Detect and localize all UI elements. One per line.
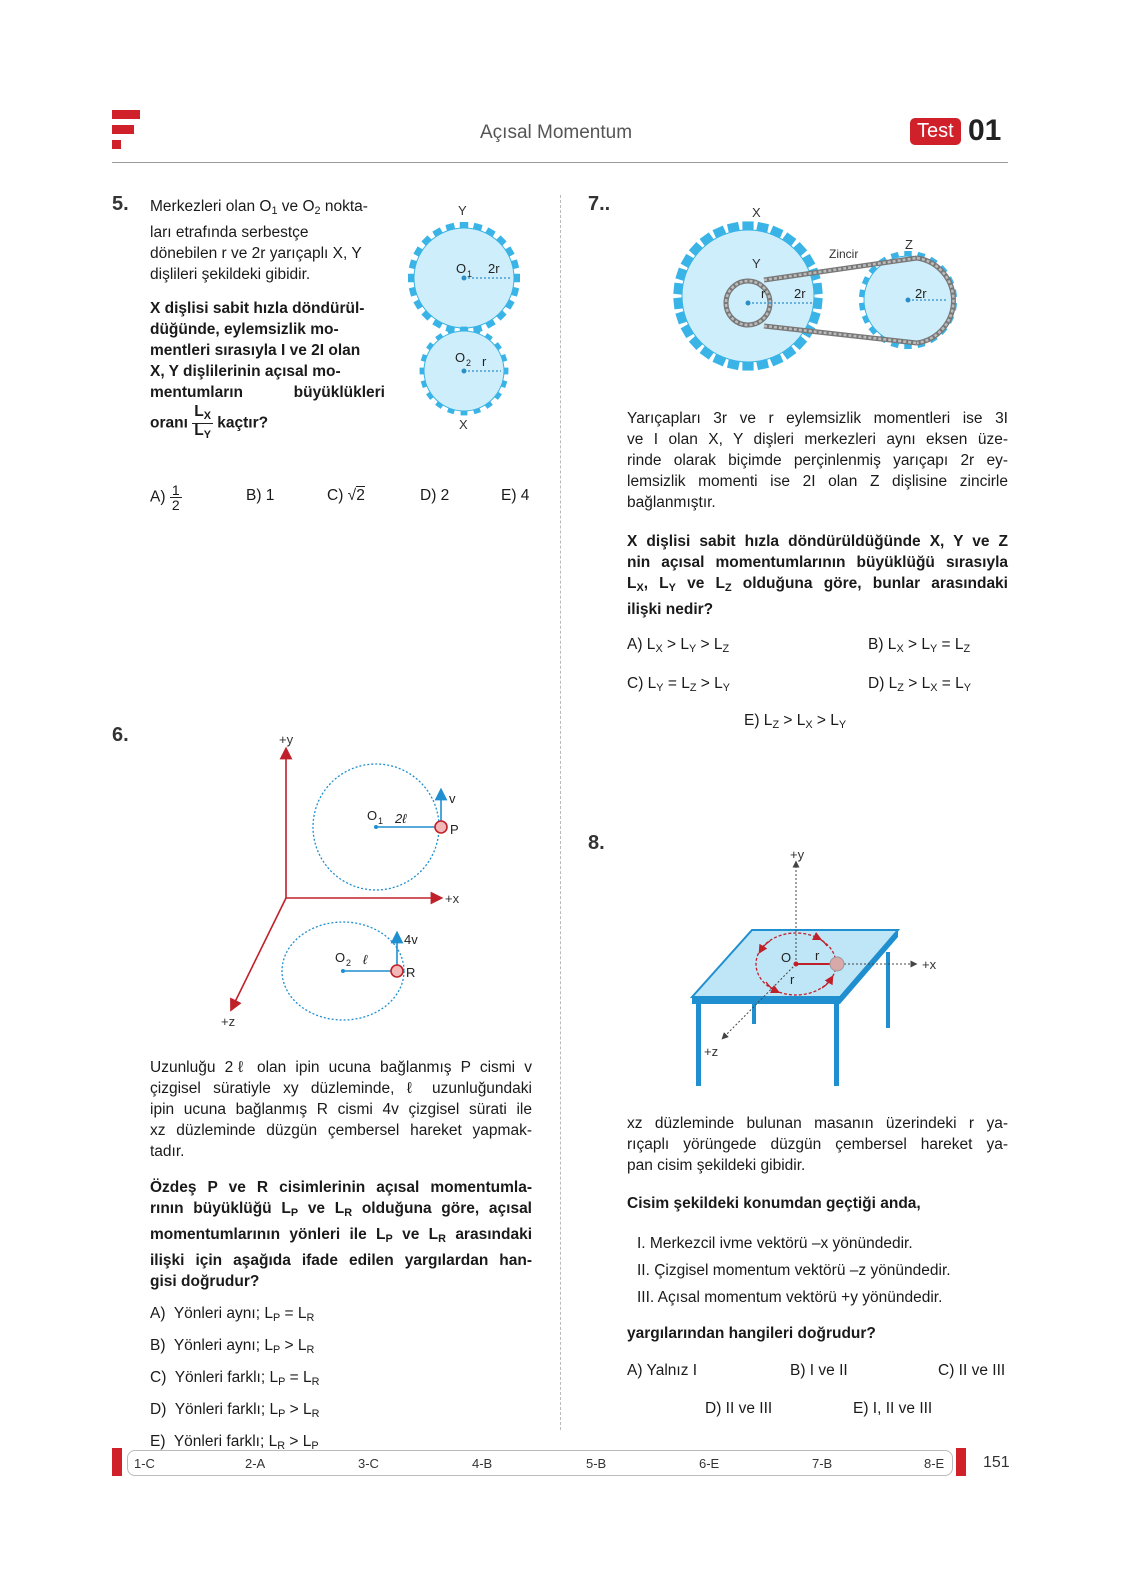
question-7-stem: X dişlisi sabit hızla döndürüldüğünde X, Y ve Z nin açısal momentumlarının büyüklüğü sırasıyla $L_X$, $L_Y$ ve $L_Z$ olduğuna göre, bunlar arasındaki ilişki nedir? <box>627 533 1008 618</box>
q5-option-c[interactable]: C) √2 <box>327 487 365 504</box>
question-6-stem: Özdeş P ve R cisimlerinin açısal momentumla- rının büyüklüğü $L_P$ ve $L_R$ olduğuna göre, açısal momentumlarının yönleri ile $L_P$ ve $L_R$ arasındaki ilişki için aşağıda ifade edilen yargılardan han- gisi doğrudur? <box>150 1179 532 1290</box>
svg-text:Zincir: Zincir <box>829 247 859 261</box>
q6-option-c[interactable]: C) Yönleri farklı; $L_P = L_R$ <box>150 1369 320 1388</box>
header-divider <box>112 162 1008 163</box>
answer-3: 3-C <box>358 1456 379 1471</box>
answer-2: 2-A <box>245 1456 266 1471</box>
answer-7: 7-B <box>812 1456 833 1471</box>
question-5-gear-figure <box>398 195 538 440</box>
svg-text:O: O <box>456 261 467 276</box>
svg-text:r: r <box>482 354 487 369</box>
test-badge: Test <box>910 118 961 145</box>
q8-option-a[interactable]: A) Yalnız I <box>627 1362 698 1379</box>
q6-option-e[interactable]: E) Yönleri farklı; $L_R > L_P$ <box>150 1433 319 1452</box>
test-number: 01 <box>968 114 1002 147</box>
svg-text:O: O <box>367 808 378 823</box>
q5-option-d[interactable]: D) 2 <box>420 487 450 504</box>
answer-1: 1-C <box>134 1456 155 1471</box>
question-8-question: yargılarından hangileri doğrudur? <box>627 1325 876 1342</box>
svg-text:4v: 4v <box>404 932 418 947</box>
question-7-paragraph: Yarıçapları 3r ve r eylemsizlik momentleri ise 3I ve I olan X, Y dişleri merkezleri aynı eksen üze- rinde olarak biçimde perçinlenmiş yarıçapı 2r ey- lemsizlik momenti ise 2I olan Z dişlisine zincirle bağlanmıştır. <box>627 410 1008 511</box>
svg-text:R: R <box>406 965 416 980</box>
svg-text:v: v <box>449 791 456 806</box>
question-8-paragraph: xz düzleminde bulunan masanın üzerindeki r ya- rıçaplı yörüngede düzgün çembersel hareket ya- pan cisim şekildeki gibidir. <box>627 1115 1008 1174</box>
statement-2: II. Çizgisel momentum vektörü –z yönündedir. <box>637 1262 951 1279</box>
question-7-gear-chain-figure <box>672 200 962 385</box>
q5-option-e[interactable]: E) 4 <box>501 487 530 504</box>
svg-text:2: 2 <box>466 358 472 368</box>
svg-text:+x: +x <box>922 957 937 972</box>
svg-text:2r: 2r <box>488 261 500 276</box>
svg-text:r: r <box>815 948 820 963</box>
svg-text:r: r <box>761 286 766 301</box>
column-divider <box>560 195 561 1430</box>
svg-text:2: 2 <box>346 958 352 968</box>
page-number: 151 <box>983 1454 1010 1471</box>
svg-text:ℓ: ℓ <box>363 952 368 967</box>
svg-text:X: X <box>752 205 761 220</box>
question-5-intro: Merkezleri olan $O_1$ ve $O_2$ nokta- ları etrafında serbestçe dönebilen r ve 2r yarıçaplı X, Y dişlileri şekildeki gibidir. <box>150 198 368 283</box>
question-6-options <box>150 1300 319 1460</box>
svg-text:O: O <box>455 350 466 365</box>
gear-y-label: Y <box>458 203 467 218</box>
svg-text:1: 1 <box>378 816 384 826</box>
answer-4: 4-B <box>472 1456 493 1471</box>
answer-5: 5-B <box>586 1456 607 1471</box>
svg-text:1: 1 <box>467 269 473 279</box>
question-5-number: 5. <box>112 193 129 215</box>
svg-text:2r: 2r <box>915 286 927 301</box>
svg-text:2ℓ: 2ℓ <box>395 811 407 826</box>
question-8-stem: Cisim şekildeki konumdan geçtiği anda, <box>627 1195 921 1212</box>
svg-text:+y: +y <box>279 732 294 747</box>
q7-option-d[interactable]: D) $L_Z > L_X = L_Y$ <box>868 675 971 694</box>
q8-option-e[interactable]: E) I, II ve III <box>853 1400 933 1417</box>
question-8-number: 8. <box>588 832 605 854</box>
q6-option-b[interactable]: B) Yönleri aynı; $L_P > L_R$ <box>150 1337 315 1356</box>
statement-1: I. Merkezcil ivme vektörü –x yönündedir. <box>637 1235 913 1252</box>
q7-option-b[interactable]: B) $L_X > L_Y = L_Z$ <box>868 636 971 655</box>
svg-text:P: P <box>450 822 459 837</box>
q7-option-c[interactable]: C) $L_Y = L_Z > L_Y$ <box>627 675 730 694</box>
q7-option-e[interactable]: E) $L_Z > L_X > L_Y$ <box>744 712 847 731</box>
q8-option-d[interactable]: D) II ve III <box>705 1400 773 1417</box>
question-6-paragraph: Uzunluğu 2ℓ olan ipin ucuna bağlanmış P cismi v çizgisel süratiyle xy düzleminde, ℓ uzunluğundaki ipin ucuna bağlanmış R cismi 4v çizgisel sürati ile xz düzleminde düzgün çembersel hareket yapmak- tadır. <box>150 1059 532 1160</box>
q8-option-c[interactable]: C) II ve III <box>938 1362 1006 1379</box>
publisher-logo <box>112 110 142 154</box>
svg-text:O: O <box>781 950 792 965</box>
svg-text:+z: +z <box>704 1044 719 1059</box>
answer-bar-right-cap <box>956 1448 966 1476</box>
svg-text:Y: Y <box>752 256 761 271</box>
answer-8: 8-E <box>924 1456 945 1471</box>
svg-text:+z: +z <box>221 1014 236 1029</box>
q6-option-d[interactable]: D) Yönleri farklı; $L_P > L_R$ <box>150 1401 320 1420</box>
question-5-stem: X dişlisi sabit hızla döndürül- düğünde, eylemsizlik mo- mentleri sırasıyla I ve 2I olan X, Y dişlilerinin açısal mo- mentumların büyüklükleri oranı $\frac{L_X}{L_Y}$ kaçtır? <box>150 300 385 441</box>
answer-6: 6-E <box>699 1456 720 1471</box>
statement-3: III. Açısal momentum vektörü +y yönündedir. <box>637 1289 943 1306</box>
q8-option-b[interactable]: B) I ve II <box>790 1362 848 1379</box>
q5-option-a[interactable]: A) $\frac{1}{2}$ <box>150 482 180 513</box>
question-8-table-figure <box>690 842 960 1092</box>
ratio-fraction: $\frac{L_X}{L_Y}$ <box>194 403 211 441</box>
svg-text:+x: +x <box>445 891 460 906</box>
svg-text:r: r <box>790 972 795 987</box>
svg-text:O: O <box>335 950 346 965</box>
gear-x-label: X <box>459 417 468 432</box>
question-6-number: 6. <box>112 724 129 746</box>
page-title: Açısal Momentum <box>480 122 633 143</box>
answer-bar-left-cap <box>112 1448 122 1476</box>
q6-option-a[interactable]: A) Yönleri aynı; $L_P = L_R$ <box>150 1305 315 1324</box>
svg-text:Z: Z <box>905 237 913 252</box>
question-6-axes-figure <box>215 728 475 1033</box>
q5-option-b[interactable]: B) 1 <box>246 487 275 504</box>
svg-text:2r: 2r <box>794 286 806 301</box>
question-7-number: 7.. <box>588 193 611 215</box>
q7-option-a[interactable]: A) $L_X > L_Y > L_Z$ <box>627 636 730 655</box>
svg-text:+y: +y <box>790 847 805 862</box>
question-8-statements <box>637 1230 951 1311</box>
